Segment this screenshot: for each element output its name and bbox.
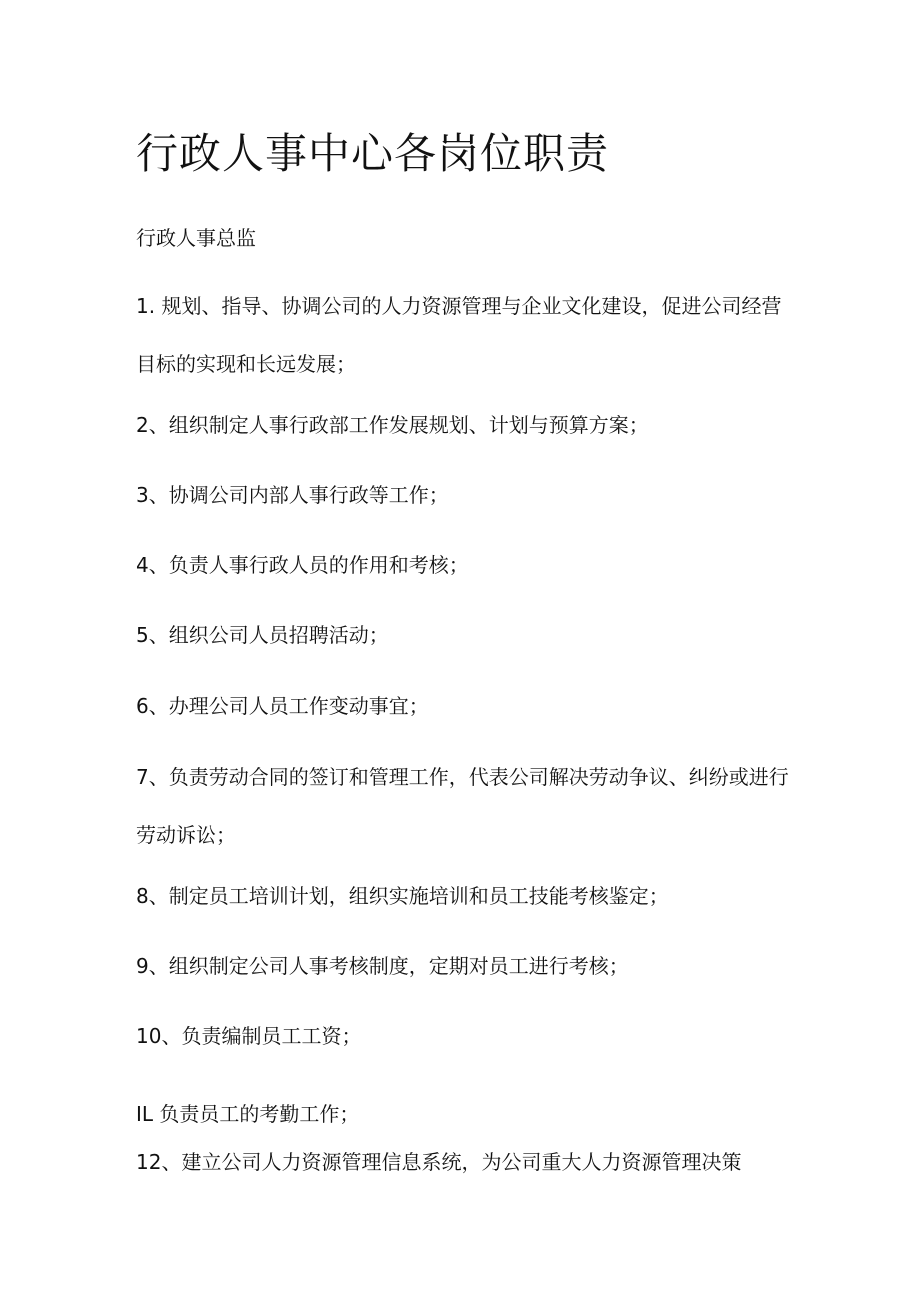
duty-item-6: 6、办理公司人员工作变动事宜；: [136, 694, 429, 718]
duty-item-5: 5、组织公司人员招聘活动；: [136, 623, 389, 647]
duty-item-12: 12、建立公司人力资源管理信息系统，为公司重大人力资源管理决策: [136, 1150, 742, 1174]
duty-item-10: 10、负责编制员工工资；: [136, 1024, 362, 1048]
duty-item-1: 1. 规划、指导、协调公司的人力资源管理与企业文化建设，促进公司经营目标的实现和长远发展；: [136, 294, 782, 376]
duty-item-2: 2、组织制定人事行政部工作发展规划、计划与预算方案；: [136, 413, 649, 437]
document-title: 行政人事中心各岗位职责: [136, 129, 610, 178]
duty-item-9: 9、组织制定公司人事考核制度，定期对员工进行考核；: [136, 954, 629, 978]
duty-item-4: 4、负责人事行政人员的作用和考核；: [136, 553, 469, 577]
duty-item-8: 8、制定员工培训计划，组织实施培训和员工技能考核鉴定；: [136, 884, 669, 908]
section-heading: 行政人事总监: [136, 226, 256, 250]
duty-item-3: 3、协调公司内部人事行政等工作；: [136, 483, 449, 507]
duty-item-11: IL 负责员工的考勤工作；: [136, 1102, 360, 1126]
duty-item-7: 7、负责劳动合同的签订和管理工作，代表公司解决劳动争议、纠纷或进行劳动诉讼；: [136, 765, 789, 847]
